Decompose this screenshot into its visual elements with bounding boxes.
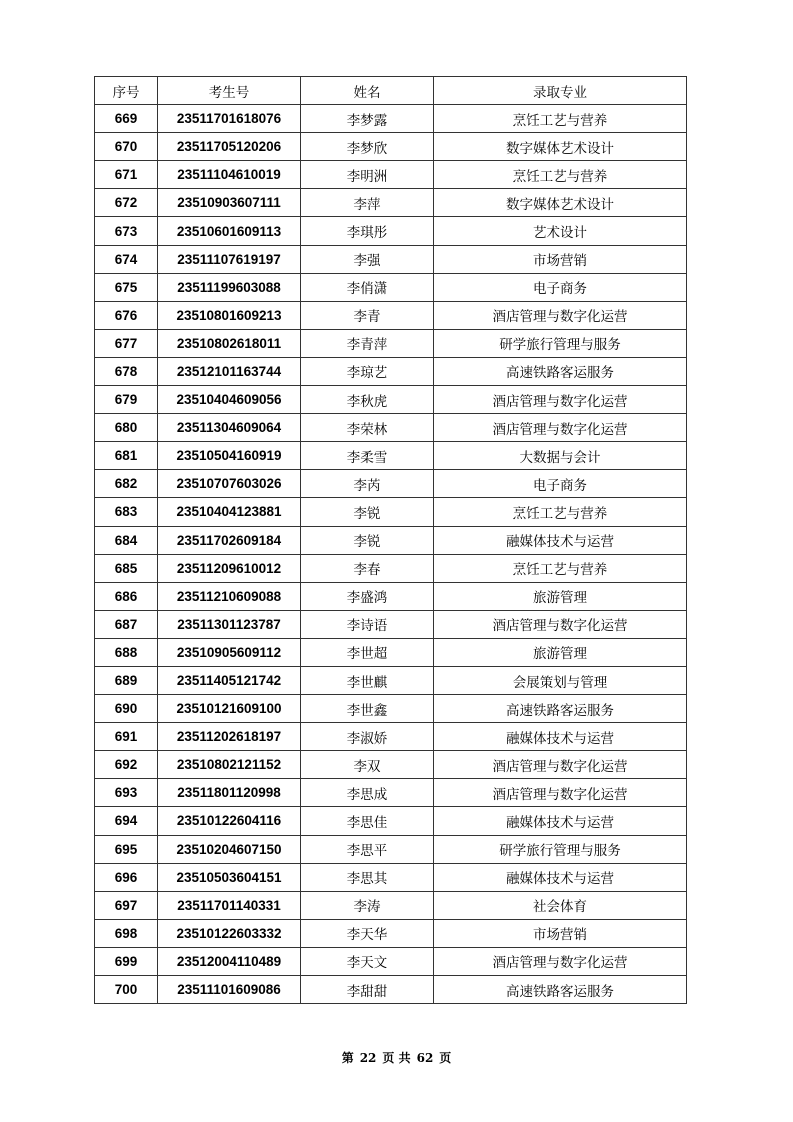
cell-major: 市场营销 xyxy=(434,919,687,947)
cell-index: 693 xyxy=(95,779,158,807)
cell-index: 694 xyxy=(95,807,158,835)
cell-exam-id: 23510122603332 xyxy=(158,919,301,947)
cell-index: 672 xyxy=(95,189,158,217)
cell-exam-id: 23510905609112 xyxy=(158,638,301,666)
cell-exam-id: 23512101163744 xyxy=(158,357,301,385)
cell-index: 695 xyxy=(95,835,158,863)
cell-name: 李淑娇 xyxy=(301,723,434,751)
cell-index: 674 xyxy=(95,245,158,273)
cell-exam-id: 23511702609184 xyxy=(158,526,301,554)
table-row xyxy=(95,105,687,133)
header-index: 序号 xyxy=(95,77,158,105)
cell-index: 677 xyxy=(95,329,158,357)
cell-major: 烹饪工艺与营养 xyxy=(434,554,687,582)
table-row xyxy=(95,807,687,835)
cell-name: 李梦露 xyxy=(301,105,434,133)
cell-name: 李思平 xyxy=(301,835,434,863)
cell-major: 研学旅行管理与服务 xyxy=(434,835,687,863)
table-row xyxy=(95,161,687,189)
cell-index: 699 xyxy=(95,947,158,975)
cell-major: 会展策划与管理 xyxy=(434,666,687,694)
cell-name: 李锐 xyxy=(301,526,434,554)
cell-major: 酒店管理与数字化运营 xyxy=(434,386,687,414)
cell-major: 高速铁路客运服务 xyxy=(434,976,687,1004)
cell-name: 李荣林 xyxy=(301,414,434,442)
cell-exam-id: 23511405121742 xyxy=(158,666,301,694)
current-page: 22 xyxy=(359,1051,377,1065)
cell-name: 李思佳 xyxy=(301,807,434,835)
cell-major: 烹饪工艺与营养 xyxy=(434,498,687,526)
table-row xyxy=(95,638,687,666)
cell-major: 高速铁路客运服务 xyxy=(434,357,687,385)
cell-major: 酒店管理与数字化运营 xyxy=(434,610,687,638)
footer-suffix: 页 xyxy=(439,1051,452,1065)
cell-index: 687 xyxy=(95,610,158,638)
cell-index: 692 xyxy=(95,751,158,779)
header-major: 录取专业 xyxy=(434,77,687,105)
cell-name: 李青 xyxy=(301,301,434,329)
table-row xyxy=(95,245,687,273)
cell-name: 李明洲 xyxy=(301,161,434,189)
cell-index: 700 xyxy=(95,976,158,1004)
table-row xyxy=(95,526,687,554)
cell-exam-id: 23511202618197 xyxy=(158,723,301,751)
table-row xyxy=(95,357,687,385)
cell-name: 李青萍 xyxy=(301,329,434,357)
cell-exam-id: 23511701140331 xyxy=(158,891,301,919)
cell-index: 683 xyxy=(95,498,158,526)
cell-index: 678 xyxy=(95,357,158,385)
cell-major: 融媒体技术与运营 xyxy=(434,723,687,751)
cell-exam-id: 23510802121152 xyxy=(158,751,301,779)
table-row xyxy=(95,301,687,329)
cell-name: 李俏潇 xyxy=(301,273,434,301)
cell-index: 698 xyxy=(95,919,158,947)
cell-name: 李思成 xyxy=(301,779,434,807)
cell-index: 670 xyxy=(95,133,158,161)
cell-exam-id: 23510503604151 xyxy=(158,863,301,891)
cell-index: 681 xyxy=(95,442,158,470)
cell-name: 李春 xyxy=(301,554,434,582)
cell-exam-id: 23510802618011 xyxy=(158,329,301,357)
cell-major: 酒店管理与数字化运营 xyxy=(434,751,687,779)
cell-name: 李双 xyxy=(301,751,434,779)
cell-exam-id: 23511101609086 xyxy=(158,976,301,1004)
cell-index: 697 xyxy=(95,891,158,919)
table-row xyxy=(95,666,687,694)
cell-exam-id: 23510601609113 xyxy=(158,217,301,245)
table-row xyxy=(95,751,687,779)
cell-major: 酒店管理与数字化运营 xyxy=(434,947,687,975)
cell-major: 大数据与会计 xyxy=(434,442,687,470)
cell-exam-id: 23510121609100 xyxy=(158,695,301,723)
table-header-row xyxy=(95,77,687,105)
cell-name: 李盛鸿 xyxy=(301,582,434,610)
table-row xyxy=(95,133,687,161)
cell-major: 烹饪工艺与营养 xyxy=(434,105,687,133)
table-row xyxy=(95,779,687,807)
cell-major: 电子商务 xyxy=(434,470,687,498)
cell-major: 融媒体技术与运营 xyxy=(434,807,687,835)
cell-exam-id: 23511701618076 xyxy=(158,105,301,133)
cell-exam-id: 23511107619197 xyxy=(158,245,301,273)
cell-name: 李天华 xyxy=(301,919,434,947)
cell-exam-id: 23511705120206 xyxy=(158,133,301,161)
cell-name: 李琪彤 xyxy=(301,217,434,245)
cell-major: 电子商务 xyxy=(434,273,687,301)
table-row xyxy=(95,189,687,217)
cell-index: 679 xyxy=(95,386,158,414)
table-row xyxy=(95,386,687,414)
cell-name: 李天文 xyxy=(301,947,434,975)
footer-middle: 页 共 xyxy=(382,1051,411,1065)
admission-table xyxy=(94,76,687,1004)
table-row xyxy=(95,919,687,947)
cell-major: 社会体育 xyxy=(434,891,687,919)
cell-name: 李萍 xyxy=(301,189,434,217)
cell-index: 690 xyxy=(95,695,158,723)
cell-exam-id: 23511304609064 xyxy=(158,414,301,442)
cell-index: 669 xyxy=(95,105,158,133)
table-row xyxy=(95,329,687,357)
cell-exam-id: 23510903607111 xyxy=(158,189,301,217)
cell-exam-id: 23510504160919 xyxy=(158,442,301,470)
cell-index: 680 xyxy=(95,414,158,442)
cell-name: 李梦欣 xyxy=(301,133,434,161)
table-row xyxy=(95,442,687,470)
cell-name: 李芮 xyxy=(301,470,434,498)
cell-index: 675 xyxy=(95,273,158,301)
table-row xyxy=(95,891,687,919)
cell-exam-id: 23510707603026 xyxy=(158,470,301,498)
table-row xyxy=(95,217,687,245)
header-name: 姓名 xyxy=(301,77,434,105)
table-row xyxy=(95,863,687,891)
cell-major: 酒店管理与数字化运营 xyxy=(434,414,687,442)
cell-major: 市场营销 xyxy=(434,245,687,273)
cell-name: 李柔雪 xyxy=(301,442,434,470)
cell-exam-id: 23511209610012 xyxy=(158,554,301,582)
cell-name: 李甜甜 xyxy=(301,976,434,1004)
cell-index: 671 xyxy=(95,161,158,189)
table-row xyxy=(95,835,687,863)
cell-major: 研学旅行管理与服务 xyxy=(434,329,687,357)
cell-major: 艺术设计 xyxy=(434,217,687,245)
cell-major: 酒店管理与数字化运营 xyxy=(434,779,687,807)
cell-exam-id: 23510204607150 xyxy=(158,835,301,863)
footer-prefix: 第 xyxy=(341,1051,354,1065)
table-row xyxy=(95,470,687,498)
cell-name: 李世鑫 xyxy=(301,695,434,723)
cell-exam-id: 23512004110489 xyxy=(158,947,301,975)
header-exam-id: 考生号 xyxy=(158,77,301,105)
cell-name: 李强 xyxy=(301,245,434,273)
cell-name: 李秋虎 xyxy=(301,386,434,414)
table-row xyxy=(95,414,687,442)
cell-major: 数字媒体艺术设计 xyxy=(434,189,687,217)
cell-exam-id: 23511199603088 xyxy=(158,273,301,301)
cell-exam-id: 23510404123881 xyxy=(158,498,301,526)
cell-name: 李世超 xyxy=(301,638,434,666)
cell-major: 酒店管理与数字化运营 xyxy=(434,301,687,329)
page-footer xyxy=(0,1049,793,1066)
total-pages: 62 xyxy=(416,1051,434,1065)
table-row xyxy=(95,723,687,751)
cell-exam-id: 23511210609088 xyxy=(158,582,301,610)
cell-major: 烹饪工艺与营养 xyxy=(434,161,687,189)
cell-name: 李世麒 xyxy=(301,666,434,694)
table-row xyxy=(95,695,687,723)
table-row xyxy=(95,947,687,975)
cell-exam-id: 23511301123787 xyxy=(158,610,301,638)
table-row xyxy=(95,554,687,582)
cell-exam-id: 23510801609213 xyxy=(158,301,301,329)
cell-index: 673 xyxy=(95,217,158,245)
table-row xyxy=(95,582,687,610)
cell-major: 高速铁路客运服务 xyxy=(434,695,687,723)
cell-major: 旅游管理 xyxy=(434,638,687,666)
cell-major: 融媒体技术与运营 xyxy=(434,863,687,891)
cell-major: 融媒体技术与运营 xyxy=(434,526,687,554)
table-row xyxy=(95,976,687,1004)
cell-index: 684 xyxy=(95,526,158,554)
table-row xyxy=(95,610,687,638)
cell-name: 李思其 xyxy=(301,863,434,891)
cell-index: 689 xyxy=(95,666,158,694)
table-row xyxy=(95,498,687,526)
cell-index: 686 xyxy=(95,582,158,610)
table-row xyxy=(95,273,687,301)
cell-index: 696 xyxy=(95,863,158,891)
cell-name: 李锐 xyxy=(301,498,434,526)
cell-index: 685 xyxy=(95,554,158,582)
cell-exam-id: 23510404609056 xyxy=(158,386,301,414)
cell-exam-id: 23511104610019 xyxy=(158,161,301,189)
cell-index: 691 xyxy=(95,723,158,751)
cell-major: 数字媒体艺术设计 xyxy=(434,133,687,161)
cell-index: 676 xyxy=(95,301,158,329)
cell-name: 李琼艺 xyxy=(301,357,434,385)
cell-index: 682 xyxy=(95,470,158,498)
cell-exam-id: 23511801120998 xyxy=(158,779,301,807)
cell-major: 旅游管理 xyxy=(434,582,687,610)
cell-index: 688 xyxy=(95,638,158,666)
cell-name: 李涛 xyxy=(301,891,434,919)
cell-name: 李诗语 xyxy=(301,610,434,638)
cell-exam-id: 23510122604116 xyxy=(158,807,301,835)
